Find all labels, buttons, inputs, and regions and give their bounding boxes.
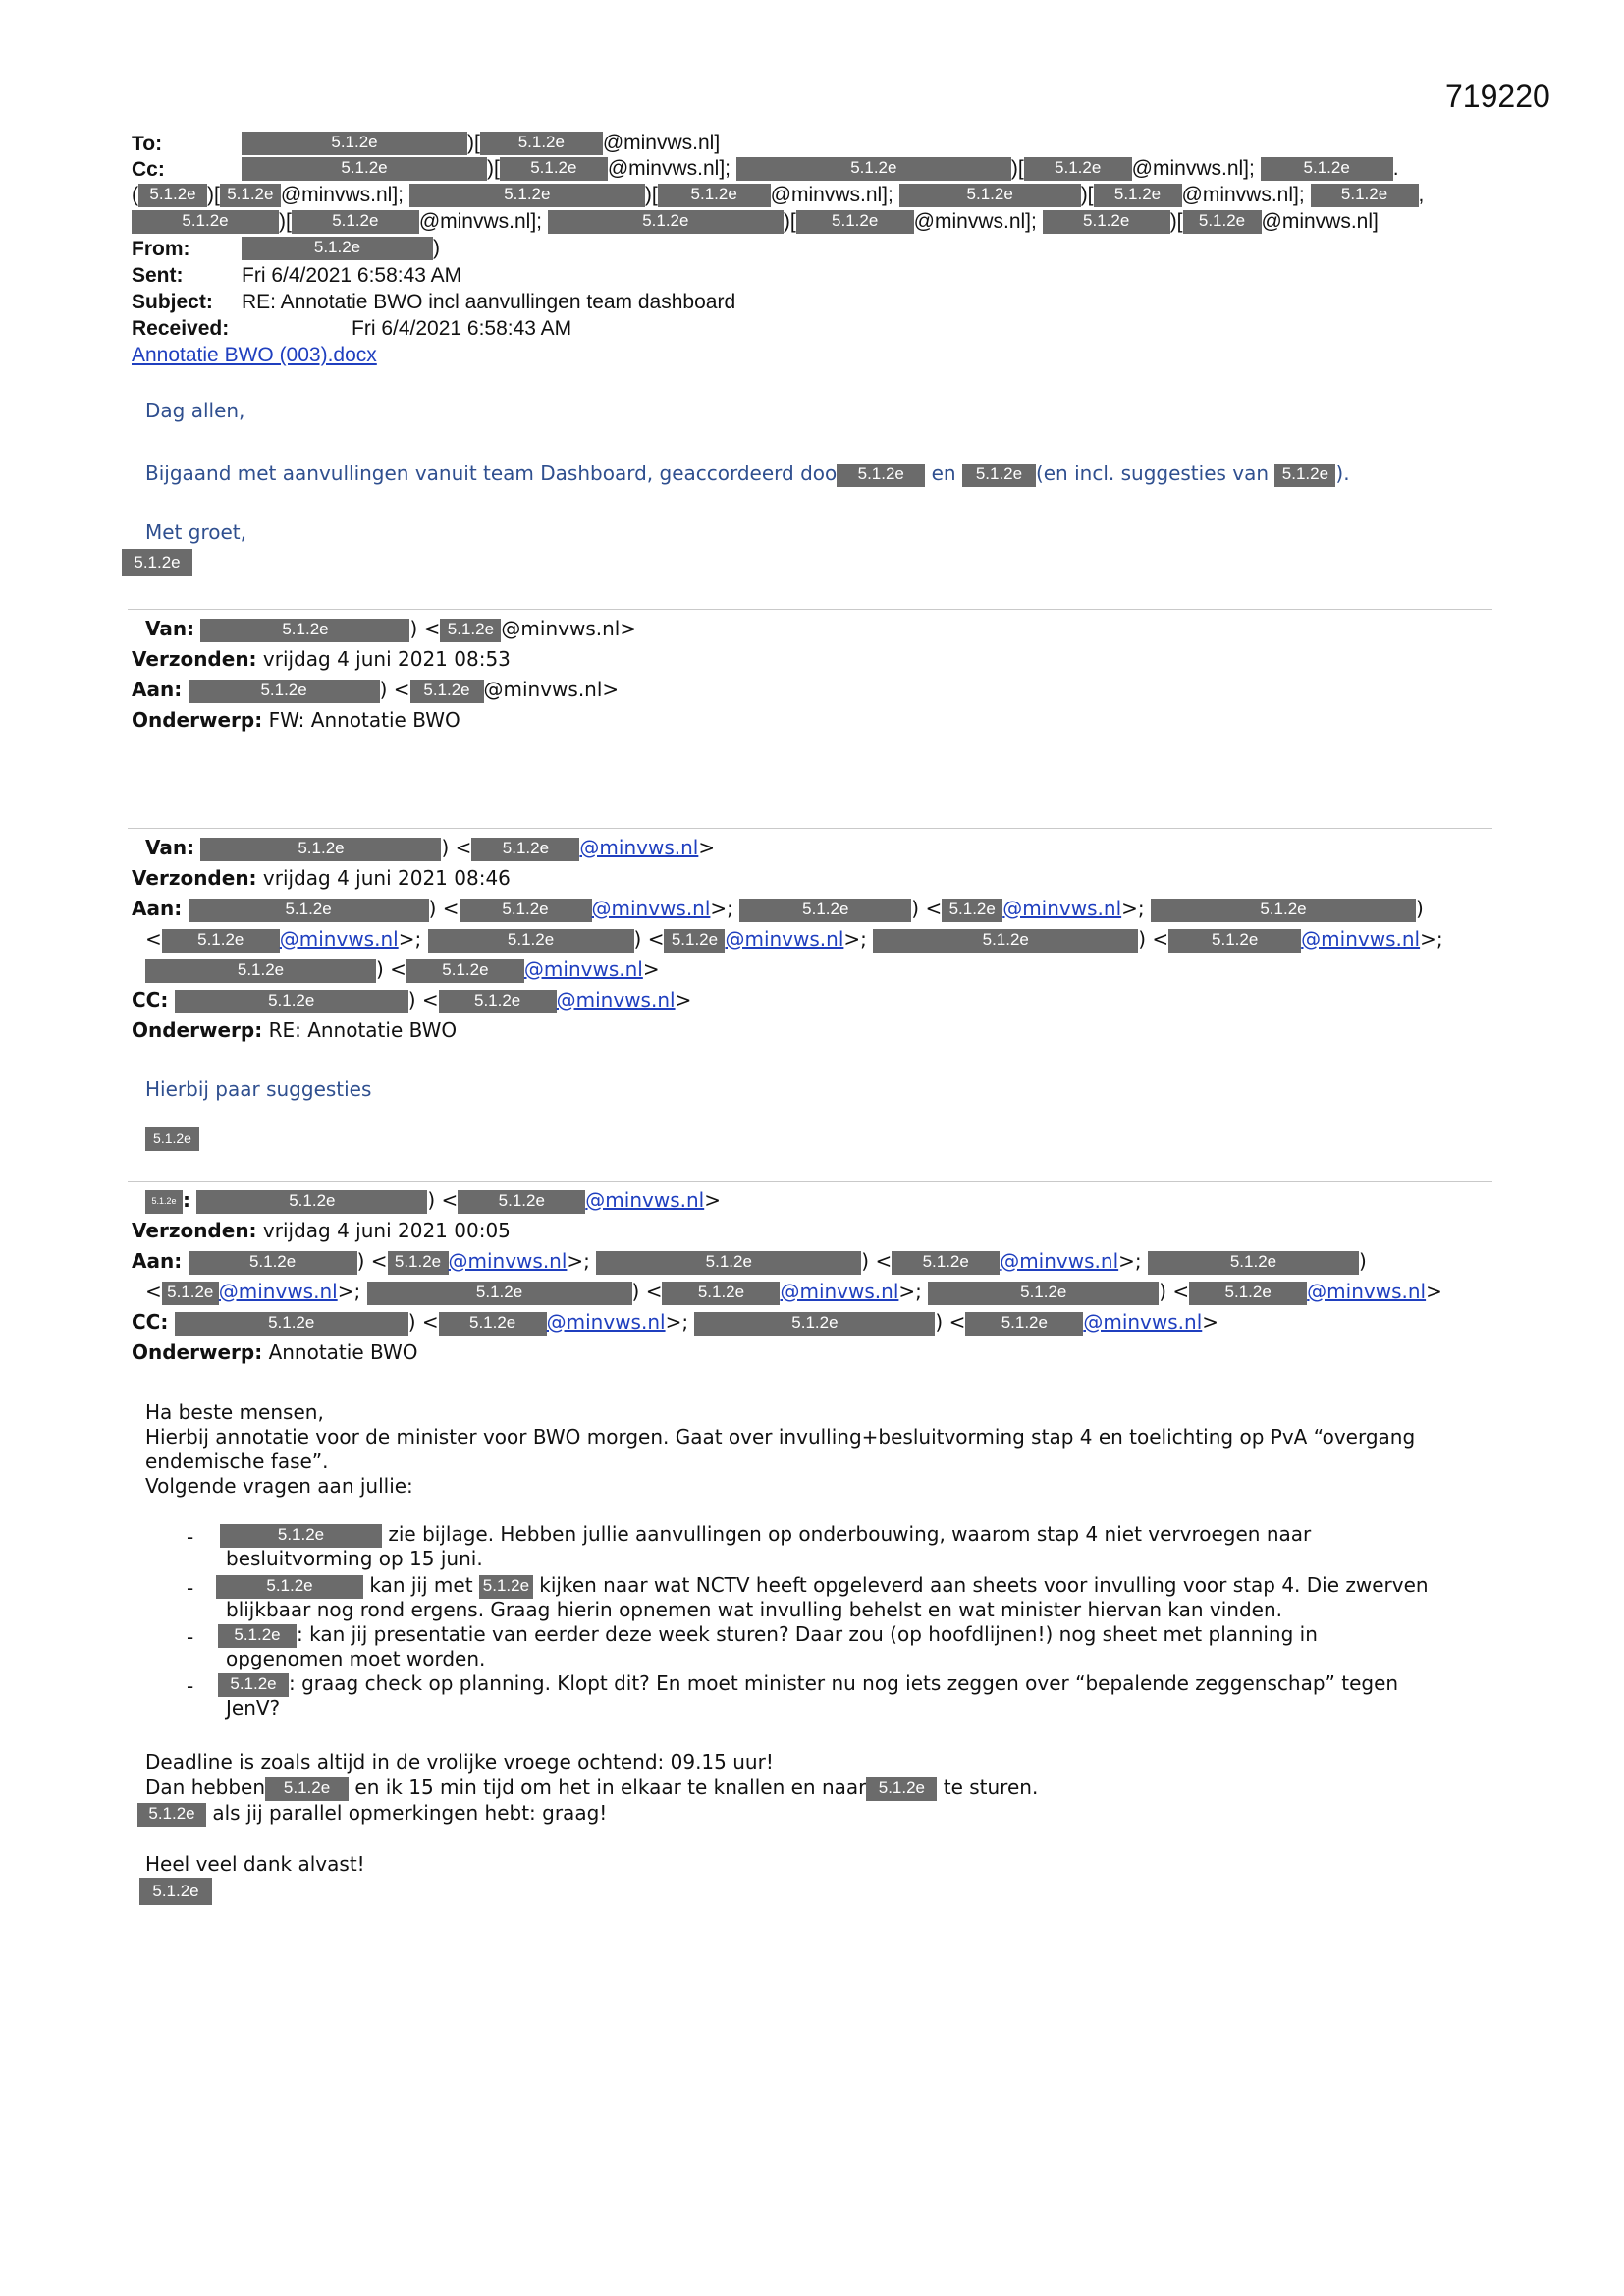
orig-signature [139,1878,212,1905]
redaction-box: 5.1.2e [218,1624,297,1648]
onderwerp-label: Onderwerp: [132,1340,263,1364]
separator [128,828,1492,829]
verzonden-value: vrijdag 4 juni 2021 00:05 [262,1219,511,1242]
text-segment: ). [1335,462,1350,485]
bullet-1-line-1 [220,1522,1311,1548]
onderwerp-value: RE: Annotatie BWO [268,1018,458,1042]
redaction-box: 5.1.2e [122,549,192,576]
orig-p2: Volgende vragen aan jullie: [145,1474,413,1498]
text-segment: (en incl. suggesties van [1035,462,1270,485]
subject-label: Subject: [132,291,213,313]
redaction-box: 5.1.2e [460,899,592,922]
bullet-dash: - [187,1625,194,1649]
redaction-box: 5.1.2e [242,237,433,260]
redaction-box: 5.1.2e [965,1312,1083,1336]
orig-verzonden [132,1219,511,1242]
text-segment: Bijgaand met aanvullingen vanuit team Dashboard, geaccordeerd doo [145,462,838,485]
re-van: Van: 5.1.2e ) < 5.1.2e @minvws.nl> [145,836,716,859]
fw-onderwerp [132,708,460,732]
email-link[interactable]: @minvws.nl [591,897,711,920]
domain-text: @minvws.nl]; [1181,184,1305,206]
van-label: Van: [145,617,195,640]
from-label: From: [132,238,190,260]
email-link[interactable]: @minvws.nl [218,1280,338,1303]
redaction-box: 5.1.2e [694,1312,935,1336]
redaction-box: 5.1.2e [458,1190,585,1214]
redaction-box: 5.1.2e [664,929,725,953]
orig-van: 5.1.2e : 5.1.2e ) < 5.1.2e @minvws.nl> [145,1188,721,1214]
deadline-text: Deadline is zoals altijd in de vrolijke vroege ochtend: 09.15 uur! [145,1750,774,1774]
redaction-box: 5.1.2e [242,157,487,181]
redaction-box: 5.1.2e [892,1251,1000,1275]
email-link[interactable]: @minvws.nl [523,957,643,981]
sent-label: Sent: [132,264,184,287]
domain-text: @minvws.nl]; [280,184,404,206]
orig-greeting: Ha beste mensen, [145,1400,324,1424]
redaction-box: 5.1.2e [479,1575,533,1599]
redaction-box: 5.1.2e [137,1803,206,1827]
re-cc: CC: 5.1.2e ) < 5.1.2e @minvws.nl> [132,988,692,1011]
re-onderwerp [132,1018,457,1042]
bullet-1-line-2: besluitvorming op 15 juni. [226,1547,483,1570]
redaction-box: 5.1.2e [1183,210,1262,234]
redaction-box: 5.1.2e [216,1575,363,1599]
aan-label: Aan: [132,897,183,920]
redaction-box: 5.1.2e [439,990,557,1013]
text-segment: : kan jij presentatie van eerder deze week sturen? Daar zou (op hoofdlijnen!) nog sheet met planning in [297,1622,1318,1646]
orig-cc: CC: 5.1.2e ) < 5.1.2e @minvws.nl>; 5.1.2e ) < 5.1.2e @minvws.nl> [132,1310,1219,1334]
email-link[interactable]: @minvws.nl [448,1249,568,1273]
orig-aan-line-1: Aan: 5.1.2e ) < 5.1.2e @minvws.nl>; 5.1.2e ) < 5.1.2e @minvws.nl>; 5.1.2e ) [132,1249,1367,1273]
reply-greeting: Dag allen, [145,399,245,422]
redaction-box: 5.1.2e [145,1190,183,1214]
redaction-box: 5.1.2e [1094,184,1182,207]
email-link[interactable]: @minvws.nl [1301,927,1421,951]
redaction-box: 5.1.2e [175,1312,408,1336]
text-segment: : graag check op planning. Klopt dit? En moet minister nu nog iets zeggen over “bepalende zeggenschap” tegen [289,1671,1399,1695]
to-label: To: [132,133,163,155]
bullet-dash: - [187,1674,194,1698]
redaction-box: 5.1.2e [220,1524,382,1548]
email-link[interactable]: @minvws.nl [1002,897,1122,920]
redaction-box: 5.1.2e [200,838,441,861]
redaction-box: 5.1.2e [662,1282,780,1305]
attachment-link[interactable]: Annotatie BWO (003).docx [132,344,377,366]
redaction-box: 5.1.2e [428,929,634,953]
redaction-box: 5.1.2e [739,899,911,922]
redaction-box: 5.1.2e [873,929,1138,953]
bullet-dash: - [187,1525,194,1549]
reply-signature [122,549,192,576]
redaction-box: 5.1.2e [200,619,409,642]
re-aan-line-3: 5.1.2e ) < 5.1.2e @minvws.nl> [145,957,660,983]
redaction-box: 5.1.2e [265,1777,349,1801]
redaction-box: 5.1.2e [1274,464,1335,487]
verzonden-label: Verzonden: [132,866,257,890]
email-link[interactable]: @minvws.nl [780,1280,899,1303]
text-segment: en ik 15 min tijd om het in elkaar te knallen en naar [354,1776,867,1799]
bullet-2-line-2: blijkbaar nog rond ergens. Graag hierin opnemen wat invulling behelst en wat minister hiervan kan vinden. [226,1598,1282,1621]
redaction-box: 5.1.2e [962,464,1036,487]
email-link[interactable]: @minvws.nl [556,988,676,1011]
separator [128,609,1492,610]
redaction-box: 5.1.2e [145,959,376,983]
orig-onderwerp [132,1340,418,1364]
domain-text: @minvws.nl]; [418,210,542,233]
cc-label: Cc: [132,158,165,181]
bullet-4-line-2: JenV? [226,1696,281,1720]
email-link[interactable]: @minvws.nl [1000,1249,1119,1273]
redaction-box: 5.1.2e [409,184,645,207]
fw-verzonden [132,647,511,671]
redaction-box: 5.1.2e [189,1251,357,1275]
redaction-box: 5.1.2e [1043,210,1170,234]
bullet-dash: - [187,1576,194,1600]
bullet-2-line-1 [216,1573,1429,1599]
subject-value: RE: Annotatie BWO incl aanvullingen team dashboard [242,291,736,313]
document-id: 719220 [1445,79,1550,114]
received-value: Fri 6/4/2021 6:58:43 AM [352,317,572,340]
redaction-box: 5.1.2e [1148,1251,1359,1275]
fw-van: Van: 5.1.2e ) < 5.1.2e @minvws.nl> [145,617,637,640]
text-segment: als jij parallel opmerkingen hebt: graag! [212,1801,608,1825]
email-link[interactable]: @minvws.nl [579,836,699,859]
verzonden-label: Verzonden: [132,1219,257,1242]
email-link[interactable]: @minvws.nl [546,1310,666,1334]
bullet-3-line-2: opgenomen moet worden. [226,1647,486,1670]
re-aan-line-2: < 5.1.2e @minvws.nl>; 5.1.2e ) < 5.1.2e @minvws.nl>; 5.1.2e ) < 5.1.2e @minvws.nl>; [145,927,1443,951]
orig-p1-line-2: endemische fase”. [145,1449,329,1473]
domain-text: @minvws.nl] [602,132,721,154]
separator [128,1181,1492,1182]
cc-recipients-line-3: 5.1.2e )[ 5.1.2e @minvws.nl]; 5.1.2e )[ 5.1.2e @minvws.nl]; 5.1.2e )[ 5.1.2e @minvws.nl] [132,208,1379,235]
orig-aan-line-2: < 5.1.2e @minvws.nl>; 5.1.2e ) < 5.1.2e @minvws.nl>; 5.1.2e ) < 5.1.2e @minvws.nl> [145,1280,1442,1303]
text-segment: kan jij met [369,1573,473,1597]
onderwerp-value: Annotatie BWO [268,1340,418,1364]
redaction-box: 5.1.2e [1024,157,1132,181]
redaction-box: 5.1.2e [145,1127,199,1151]
redaction-box: 5.1.2e [736,157,1011,181]
redaction-box: 5.1.2e [796,210,914,234]
redaction-box: 5.1.2e [440,619,501,642]
text-segment: en [931,462,956,485]
reply-text [145,462,1350,487]
text-segment: kijken naar wat NCTV heeft opgeleverd aan sheets voor invulling voor stap 4. Die zwerven [539,1573,1429,1597]
van-label: Van: [145,836,195,859]
text-segment: Dan hebben [145,1776,266,1799]
redaction-box: 5.1.2e [175,990,408,1013]
verzonden-value: vrijdag 4 juni 2021 08:53 [262,647,511,671]
email-link[interactable]: @minvws.nl [585,1188,705,1212]
email-link[interactable]: @minvws.nl [279,927,399,951]
parallel-text [137,1801,607,1827]
re-signature [145,1127,199,1151]
sent-value: Fri 6/4/2021 6:58:43 AM [242,264,462,287]
redaction-box: 5.1.2e [218,1673,289,1697]
redaction-box: 5.1.2e [866,1777,937,1801]
redaction-box: 5.1.2e [596,1251,861,1275]
redaction-box: 5.1.2e [162,929,280,953]
redaction-box: 5.1.2e [162,1282,219,1305]
redaction-box: 5.1.2e [1168,929,1301,953]
onderwerp-label: Onderwerp: [132,1018,263,1042]
redaction-box: 5.1.2e [837,464,925,487]
address-text: @minvws.nl> [483,678,620,701]
bullet-4-line-1 [218,1671,1398,1697]
redaction-box: 5.1.2e [1189,1282,1307,1305]
redaction-box: 5.1.2e [406,959,524,983]
cc-label: CC: [132,1310,169,1334]
email-link[interactable]: @minvws.nl [1307,1280,1427,1303]
address-text: @minvws.nl> [501,617,637,640]
redaction-box: 5.1.2e [220,184,281,207]
email-link[interactable]: @minvws.nl [1083,1310,1203,1334]
redaction-box: 5.1.2e [1311,184,1419,207]
domain-text: @minvws.nl]; [1131,157,1255,180]
re-body: Hierbij paar suggesties [145,1077,372,1101]
fw-aan: Aan: 5.1.2e ) < 5.1.2e @minvws.nl> [132,678,620,701]
email-link[interactable]: @minvws.nl [725,927,844,951]
redaction-box: 5.1.2e [548,210,784,234]
verzonden-value: vrijdag 4 juni 2021 08:46 [262,866,511,890]
re-aan-line-1: Aan: 5.1.2e ) < 5.1.2e @minvws.nl>; 5.1.2e ) < 5.1.2e @minvws.nl>; 5.1.2e ) [132,897,1424,920]
text-segment: zie bijlage. Hebben jullie aanvullingen op onderbouwing, waarom stap 4 niet vervroegen naar [388,1522,1312,1546]
domain-text: @minvws.nl]; [770,184,893,206]
reply-closing: Met groet, [145,520,246,544]
redaction-box: 5.1.2e [1261,157,1393,181]
redaction-box: 5.1.2e [242,132,467,155]
redaction-box: 5.1.2e [138,184,207,207]
redaction-box: 5.1.2e [388,1251,449,1275]
redaction-box: 5.1.2e [899,184,1081,207]
received-label: Received: [132,317,230,340]
redaction-box: 5.1.2e [658,184,771,207]
redaction-box: 5.1.2e [928,1282,1159,1305]
redaction-box: 5.1.2e [189,899,429,922]
to-recipients: 5.1.2e )[ 5.1.2e @minvws.nl] [242,130,720,156]
redaction-box: 5.1.2e [500,157,608,181]
redaction-box: 5.1.2e [439,1312,547,1336]
redaction-box: 5.1.2e [292,210,419,234]
redaction-box: 5.1.2e [132,210,279,234]
redaction-box: 5.1.2e [139,1878,212,1905]
redaction-box: 5.1.2e [410,680,484,703]
domain-text: @minvws.nl]; [913,210,1037,233]
onderwerp-label: Onderwerp: [132,708,263,732]
re-verzonden [132,866,511,890]
redaction-box: 5.1.2e [189,680,380,703]
cc-recipients-line-1: 5.1.2e )[ 5.1.2e @minvws.nl]; 5.1.2e )[ 5.1.2e @minvws.nl]; 5.1.2e . [242,155,1399,182]
cc-label: CC: [132,988,169,1011]
domain-text: @minvws.nl] [1261,210,1379,233]
thanks-text: Heel veel dank alvast! [145,1852,365,1876]
redaction-box: 5.1.2e [196,1190,427,1214]
redaction-box: 5.1.2e [942,899,1002,922]
text-segment: te sturen. [943,1776,1039,1799]
verzonden-label: Verzonden: [132,647,257,671]
redaction-box: 5.1.2e [471,838,579,861]
redaction-box: 5.1.2e [480,132,603,155]
from-value: 5.1.2e ) [242,235,440,261]
onderwerp-value: FW: Annotatie BWO [268,708,460,732]
aan-label: Aan: [132,1249,183,1273]
orig-p1-line-1: Hierbij annotatie voor de minister voor BWO morgen. Gaat over invulling+besluitvorming stap 4 en toelichting op PvA “overgang [145,1425,1416,1449]
bullet-3-line-1 [218,1622,1318,1648]
domain-text: @minvws.nl]; [607,157,731,180]
cc-recipients-line-2: ( 5.1.2e )[ 5.1.2e @minvws.nl]; 5.1.2e )[ 5.1.2e @minvws.nl]; 5.1.2e )[ 5.1.2e @minvws.nl]; 5.1.2e , [132,184,1425,206]
aan-label: Aan: [132,678,183,701]
redaction-box: 5.1.2e [367,1282,632,1305]
redaction-box: 5.1.2e [1151,899,1416,922]
dan-hebben-text [145,1776,1038,1801]
